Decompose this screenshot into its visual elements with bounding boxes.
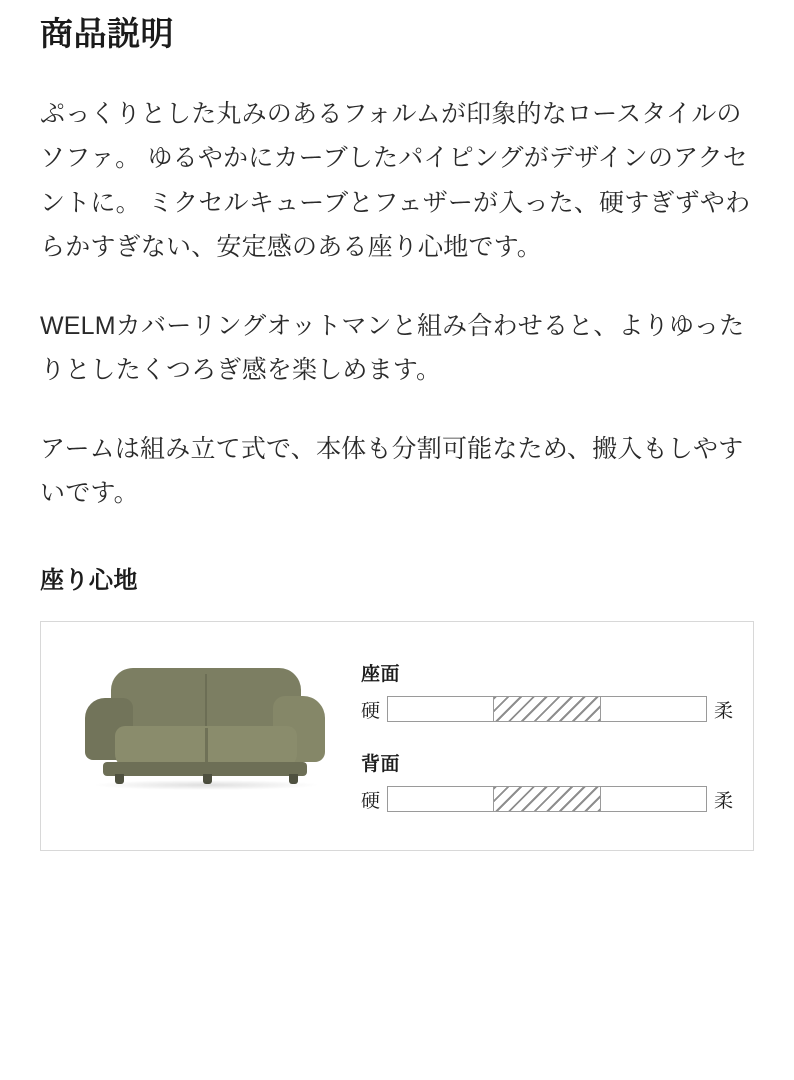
- description-paragraph-3: アームは組み立て式で、本体も分割可能なため、搬入もしやすいです。: [40, 434, 744, 508]
- comfort-card: [40, 621, 754, 851]
- meter-left-end-seat: 硬: [361, 700, 381, 722]
- sofa-illustration-icon: [85, 668, 325, 798]
- meter-label-seat: 座面: [361, 663, 401, 685]
- meter-left-end-back: 硬: [361, 790, 381, 812]
- meter-row-seat: [361, 696, 733, 723]
- page-title: 商品説明: [40, 15, 174, 52]
- sofa-seat-seam: [205, 728, 208, 766]
- meter-right-end-back: 柔: [713, 790, 733, 812]
- paragraph-spacer: [40, 393, 754, 427]
- sofa-image: [55, 646, 345, 826]
- meter-right-end-seat: 柔: [713, 700, 733, 722]
- meter-fill-back: [493, 787, 601, 811]
- comfort-meters: [345, 659, 739, 813]
- meter-fill-seat: [493, 697, 601, 721]
- meter-label-back: 背面: [361, 753, 401, 775]
- description-paragraph-1: ぷっくりとした丸みのあるフォルムが印象的なロースタイルのソファ。 ゆるやかにカーブしたパイピングがデザインのアクセントに。 ミクセルキューブとフェザーが入った、硬すぎずやわらかすぎない、安定感のある座り心地です。: [40, 99, 751, 262]
- sofa-backrest-seam: [205, 674, 207, 728]
- paragraph-spacer: [40, 270, 754, 304]
- meter-block-seat: [361, 659, 733, 723]
- meter-bar-back: [387, 786, 707, 812]
- meter-block-back: [361, 749, 733, 813]
- meter-bar-seat: [387, 696, 707, 722]
- meter-row-back: [361, 786, 733, 813]
- comfort-heading: 座り心地: [40, 566, 138, 594]
- sofa-shadow: [95, 780, 317, 790]
- description-paragraph-2: WELMカバーリングオットマンと組み合わせると、よりゆったりとしたくつろぎ感を楽しめます。: [40, 311, 745, 385]
